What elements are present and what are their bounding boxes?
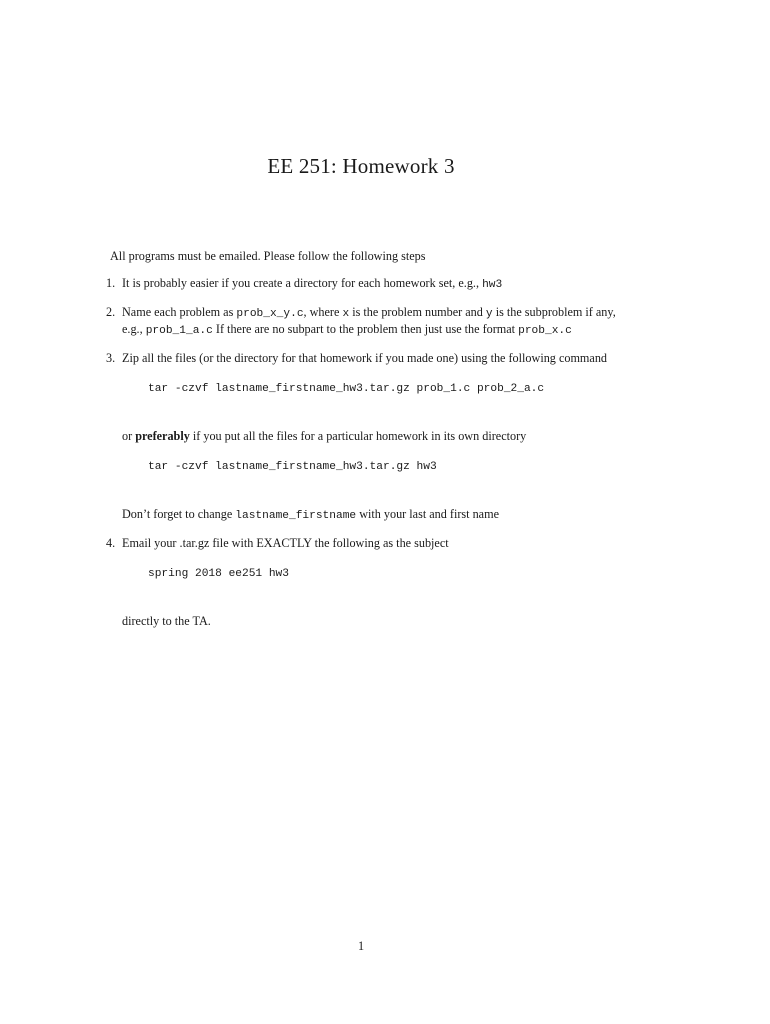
subject-line-block: spring 2018 ee251 hw3 [148,568,289,580]
command-block-2: tar -czvf lastname_firstname_hw3.tar.gz hw3 [148,461,437,473]
reminder-text [122,507,634,524]
step-number: 2. [106,305,116,319]
inline-code: hw3 [482,279,503,291]
step-text: If there are no subpart to the problem then just use the format [212,322,519,336]
step-text: Zip all the files (or the directory for that homework if you made one) using the following command [122,351,608,365]
reminder-prefix: Don’t forget to change [122,507,236,521]
alt-rest: if you put all the files for a particular homework in its own directory [189,429,527,443]
step-number: 3. [106,351,116,365]
step-number: 4. [106,536,116,550]
alt-emphasis: preferably [135,429,190,443]
steps-list [106,276,634,629]
document-title: EE 251: Homework 3 [267,154,455,178]
step-number: 1. [106,276,116,290]
inline-code: y [485,308,493,320]
alt-prefix: or [122,429,136,443]
document-body [106,249,634,641]
inline-code: prob_1_a.c [145,325,213,337]
step-text: is the problem number and [349,305,486,319]
command-block-1: tar -czvf lastname_firstname_hw3.tar.gz prob_1.c prob_2_a.c [148,383,545,395]
step-3 [106,351,634,524]
step-2 [106,305,634,339]
inline-code: x [342,308,350,320]
step-4 [106,536,634,629]
alternative-text [122,429,634,444]
inline-code: prob_x_y.c [236,308,304,320]
step-text: is the subproblem if any, e.g., [122,305,616,336]
closing-text: directly to the TA. [122,614,211,628]
inline-code: prob_x.c [518,325,572,337]
step-text: Email your .tar.gz file with EXACTLY the following as the subject [122,536,449,550]
step-text: Name each problem as [122,305,237,319]
inline-code: lastname_firstname [235,510,357,522]
intro-text: All programs must be emailed. Please follow the following steps [110,249,426,263]
step-text: , where [303,305,343,319]
step-1 [106,276,634,293]
reminder-suffix: with your last and first name [356,507,499,521]
page-number: 1 [357,939,365,953]
step-text: It is probably easier if you create a directory for each homework set, e.g., [122,276,483,290]
